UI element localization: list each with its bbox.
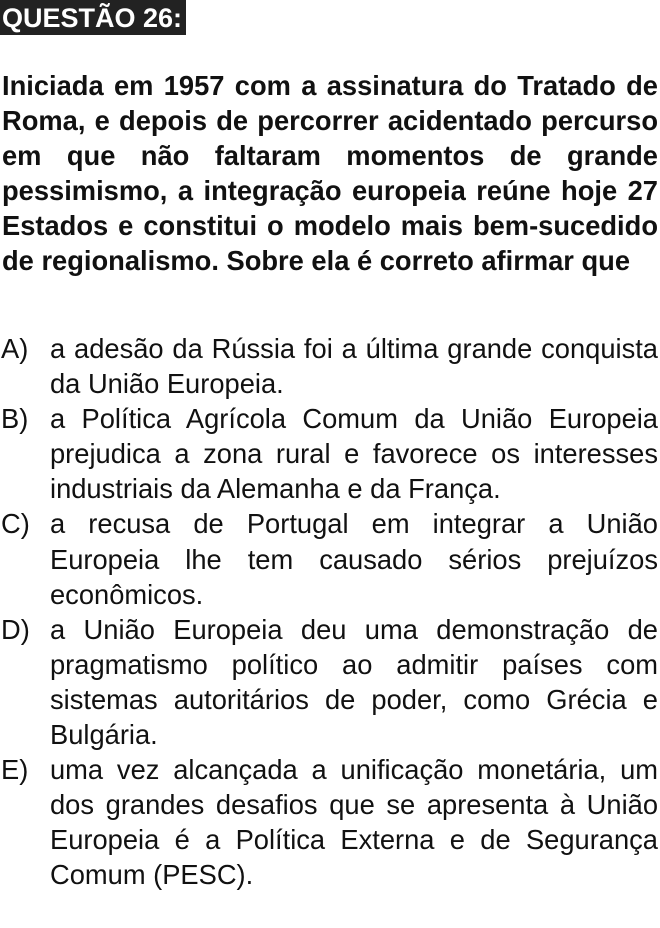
option-a[interactable] bbox=[0, 331, 658, 401]
option-d-text: a União Europeia deu uma demonstração de pragmatismo político ao admitir países com sistemas autoritários de poder, como Grécia e Bulgária. bbox=[50, 613, 658, 751]
question-header: QUESTÃO 26: bbox=[0, 0, 186, 35]
option-c[interactable] bbox=[0, 506, 658, 611]
option-b-text: a Política Agrícola Comum da União Europeia prejudica a zona rural e favorece os interesses industriais da Alemanha e da França. bbox=[50, 403, 658, 505]
option-a-letter: A) bbox=[1, 333, 29, 364]
option-c-text: a recusa de Portugal em integrar a União Europeia lhe tem causado sérios prejuízos econômicos. bbox=[50, 508, 658, 610]
option-d-letter: D) bbox=[1, 613, 30, 645]
option-c-letter: C) bbox=[1, 508, 30, 540]
option-e-text: uma vez alcançada a unificação monetária, um dos grandes desafios que se apresenta à União Europeia é a Política Externa e de Segurança Comum (PESC). bbox=[50, 754, 658, 891]
question-stem: Iniciada em 1957 com a assinatura do Tratado de Roma, e depois de percorrer acidentado percurso em que não faltaram momentos de grande pessimismo, a integração europeia reúne hoje 27 Estados e constitui o modelo mais bem-sucedido de regionalismo. Sobre ela é correto afirmar que bbox=[2, 70, 658, 277]
option-b[interactable] bbox=[0, 401, 658, 506]
option-e[interactable] bbox=[0, 752, 658, 892]
option-d[interactable] bbox=[0, 612, 658, 752]
option-a-text: a adesão da Rússia foi a última grande conquista da União Europeia. bbox=[50, 333, 658, 400]
option-e-letter: E) bbox=[1, 754, 29, 786]
option-b-letter: B) bbox=[1, 403, 29, 435]
answer-options bbox=[0, 331, 658, 893]
